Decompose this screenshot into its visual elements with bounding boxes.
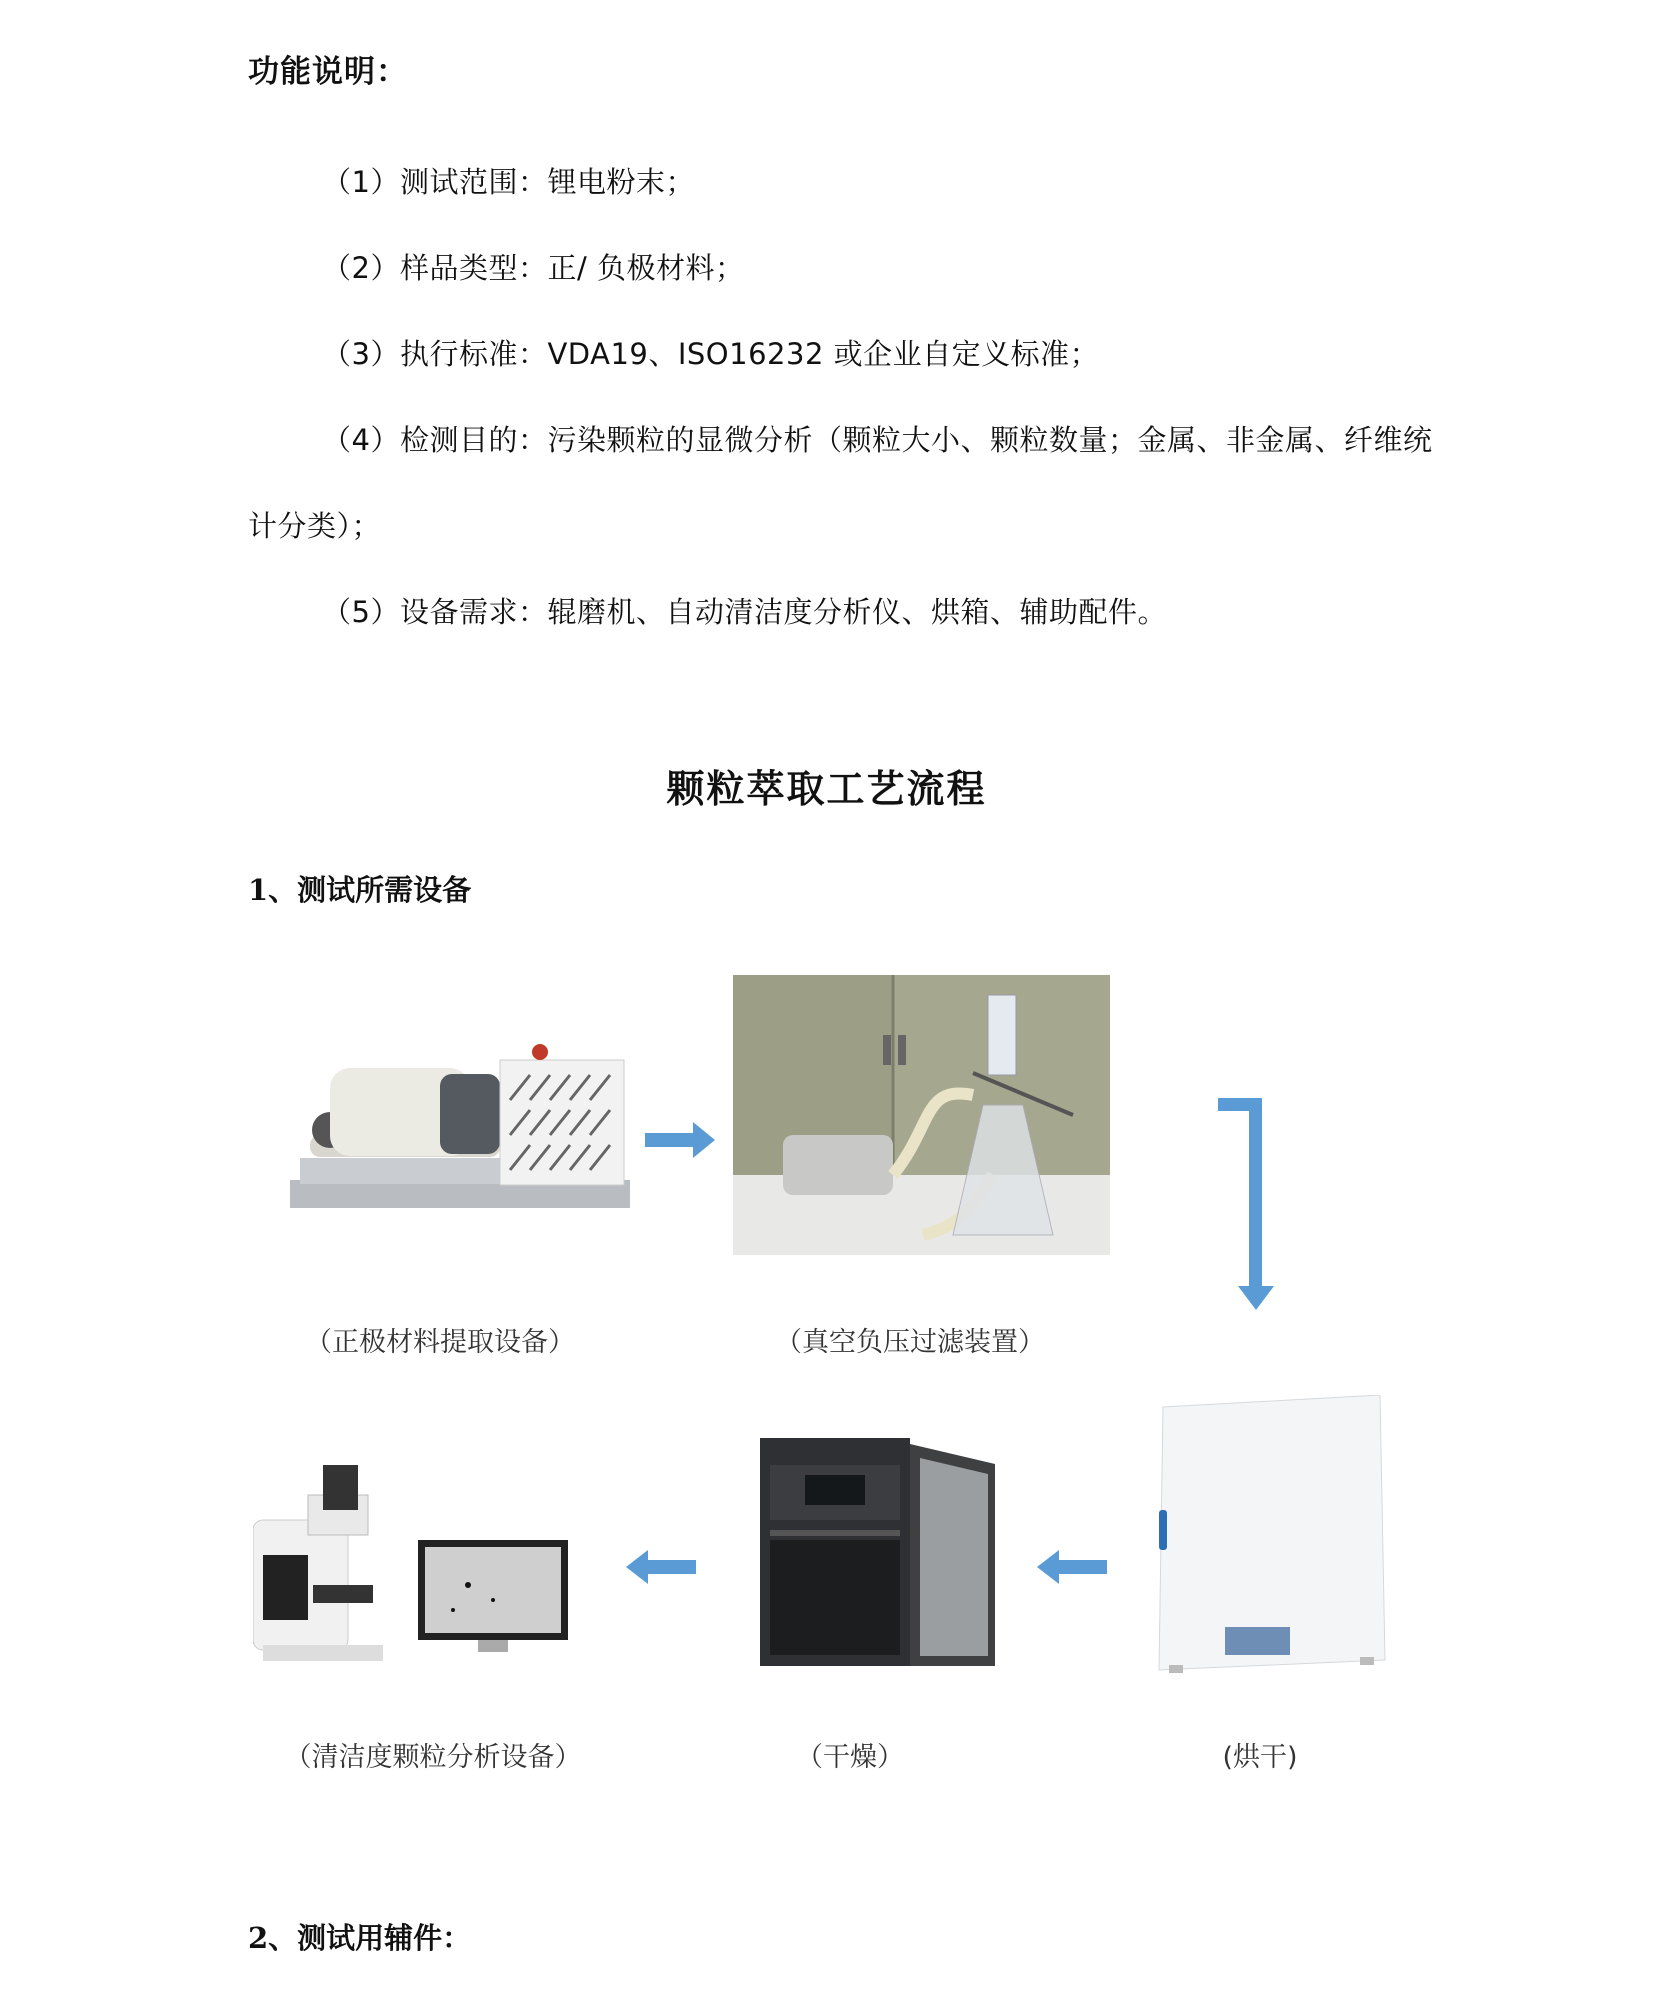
vacuum-filtration-image [733, 975, 1110, 1255]
dry-cabinet-image [760, 1430, 1000, 1670]
cleanliness-analyzer-image [253, 1465, 573, 1665]
caption-dry: （干燥） [796, 1742, 904, 1773]
item-purpose-continued: 计分类）； [248, 509, 382, 543]
caption-roller: （正极材料提取设备） [305, 1327, 575, 1358]
item-test-range: （1）测试范围：锂电粉末； [322, 165, 695, 199]
caption-oven: (烘干) [1222, 1742, 1298, 1773]
caption-vacuum: （真空负压过滤装置） [775, 1327, 1045, 1358]
caption-cleanliness: （清洁度颗粒分析设备） [284, 1742, 582, 1773]
arrow-left-icon-2 [1037, 1550, 1107, 1584]
arrow-left-icon [626, 1550, 696, 1584]
function-heading: 功能说明： [248, 54, 408, 90]
item-sample-type: （2）样品类型：正/ 负极材料； [322, 251, 745, 285]
item-standard: （3）执行标准：VDA19、ISO16232 或企业自定义标准； [322, 337, 1100, 371]
section-2-heading: 2、测试用辅件： [248, 1921, 472, 1955]
oven-image [1155, 1395, 1390, 1675]
section-1-heading: 1、测试所需设备 [248, 873, 472, 907]
arrow-right-icon [645, 1122, 715, 1158]
item-equipment: （5）设备需求：辊磨机、自动清洁度分析仪、烘箱、辅助配件。 [322, 595, 1167, 629]
arrow-turn-down-icon [1218, 1098, 1276, 1310]
roller-mill-image [290, 1040, 630, 1215]
item-purpose: （4）检测目的：污染颗粒的显微分析（颗粒大小、颗粒数量；金属、非金属、纤维统 [322, 423, 1433, 457]
page-title: 颗粒萃取工艺流程 [666, 766, 987, 811]
